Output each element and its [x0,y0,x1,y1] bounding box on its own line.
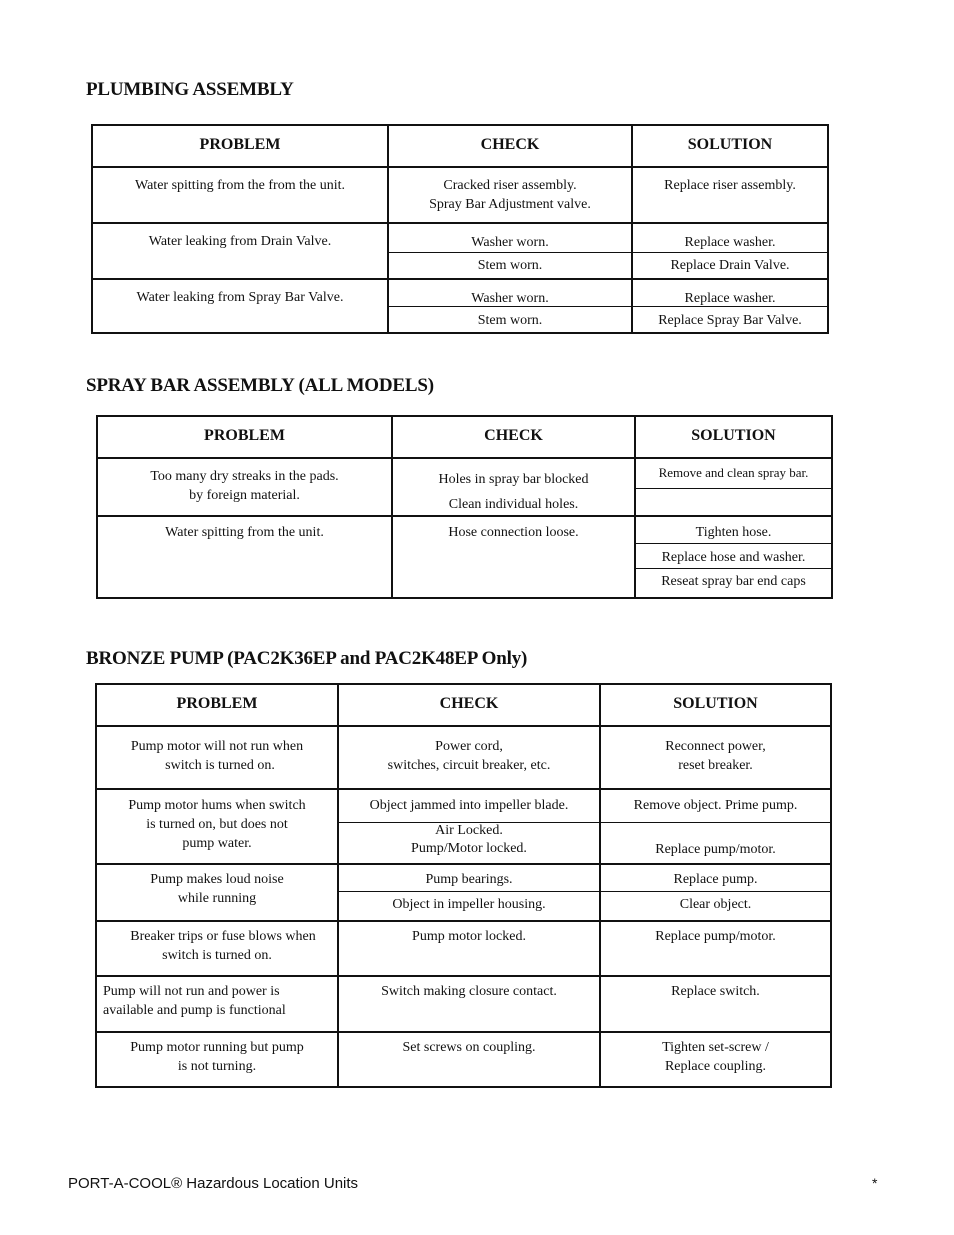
sub-divider [636,488,831,489]
problem-line: is not turning. [177,1059,257,1074]
table-row [93,222,827,278]
problem-line: available and pump is functional [103,1003,286,1018]
check-line: Power cord, [435,739,503,754]
problem-cell [97,927,343,965]
problem-cell: Water leaking from Spray Bar Valve. [136,290,344,305]
problem-line: Pump will not run and power is [103,984,280,999]
problem-cell [97,737,337,775]
table-row [97,725,830,788]
solution-cell: Reseat spray bar end caps [661,574,806,589]
footer-mark: * [872,1175,878,1191]
table-row [93,278,827,332]
check-cell: Washer worn. [471,235,549,250]
solution-cell: Replace washer. [684,291,776,306]
header-problem: PROBLEM [176,695,258,712]
problem-line: pump water. [182,836,252,851]
solution-cell: Replace Spray Bar Valve. [658,313,802,328]
solution-cell: Replace washer. [684,235,776,250]
table-row [97,863,830,920]
section-title-plumbing: PLUMBING ASSEMBLY [86,79,294,100]
check-cell: Stem worn. [477,313,543,328]
solution-cell: Remove object. Prime pump. [633,798,798,813]
problem-cell [97,870,337,908]
spray-bar-table [96,415,833,599]
check-line: Cracked riser assembly. [443,178,577,193]
check-cell [339,737,599,775]
problem-line: Pump makes loud noise [150,872,284,887]
check-cell: Object jammed into impeller blade. [369,798,569,813]
header-problem: PROBLEM [199,136,281,153]
check-cell: Pump motor locked. [412,929,526,944]
header-solution: SOLUTION [673,695,758,712]
check-cell: Object in impeller housing. [392,897,546,912]
sub-divider [389,306,827,307]
problem-line: switch is turned on. [162,948,272,963]
solution-line: reset breaker. [678,758,753,773]
sub-divider [636,568,831,569]
problem-line: is turned on, but does not [146,817,288,832]
problem-cell [103,982,343,1020]
solution-cell: Replace switch. [671,984,760,999]
problem-line: by foreign material. [189,488,300,503]
problem-cell: Water leaking from Drain Valve. [148,234,332,249]
solution-cell: Clear object. [679,897,752,912]
header-solution: SOLUTION [691,427,776,444]
bronze-pump-table [95,683,832,1088]
table-row [97,1031,830,1086]
check-line: Spray Bar Adjustment valve. [429,197,591,212]
header-check: CHECK [480,136,540,153]
table-row [98,515,831,597]
check-cell: Stem worn. [477,258,543,273]
footer-text: PORT-A-COOL® Hazardous Location Units [68,1175,359,1192]
problem-cell [97,1038,337,1076]
solution-line: Reconnect power, [665,739,766,754]
solution-cell: Replace pump. [673,872,758,887]
table-row [93,166,827,222]
header-problem: PROBLEM [204,427,285,444]
problem-line: while running [177,891,257,906]
solution-cell: Replace pump/motor. [655,842,776,857]
check-line: Air Locked. [435,823,503,838]
solution-cell [601,1038,830,1076]
problem-line: switch is turned on. [165,758,275,773]
section-title-bronze-pump: BRONZE PUMP (PAC2K36EP and PAC2K48EP Only) [86,648,528,669]
header-check: CHECK [484,427,543,444]
check-cell [393,467,634,517]
problem-line: Too many dry streaks in the pads. [150,469,339,484]
check-cell [389,176,631,214]
check-cell: Switch making closure contact. [381,984,557,999]
header-check: CHECK [439,695,499,712]
sub-divider [389,252,827,253]
plumbing-table [91,124,829,334]
solution-line: Tighten set-screw / [662,1040,769,1055]
problem-cell: Water spitting from the unit. [165,525,324,540]
check-line: Clean individual holes. [448,497,579,512]
solution-cell: Replace pump/motor. [655,929,776,944]
table-row [97,975,830,1031]
problem-cell [98,467,391,505]
header-solution: SOLUTION [687,136,773,153]
solution-cell: Replace Drain Valve. [670,258,790,273]
problem-line: Pump motor running but pump [130,1040,304,1055]
sub-divider [339,891,830,892]
table-row [98,457,831,515]
solution-line: Replace coupling. [664,1059,767,1074]
problem-line: Pump motor will not run when [130,739,304,754]
check-line: Pump/Motor locked. [411,841,527,856]
problem-cell [97,796,337,853]
sub-divider [636,543,831,544]
check-line: switches, circuit breaker, etc. [387,758,551,773]
solution-cell: Replace hose and washer. [661,550,806,565]
check-cell: Hose connection loose. [448,525,579,540]
check-line: Holes in spray bar blocked [438,472,589,487]
solution-cell: Tighten hose. [695,525,772,540]
solution-cell: Replace riser assembly. [664,178,796,193]
solution-cell: Remove and clean spray bar. [658,465,809,480]
solution-cell [601,737,830,775]
check-cell: Set screws on coupling. [402,1040,536,1055]
check-cell [339,822,599,858]
problem-line: Breaker trips or fuse blows when [130,929,316,944]
problem-line: Pump motor hums when switch [128,798,306,813]
table-row [97,920,830,975]
section-title-spray-bar: SPRAY BAR ASSEMBLY (ALL MODELS) [86,375,434,396]
check-cell: Pump bearings. [425,872,513,887]
problem-cell: Water spitting from the from the unit. [135,178,345,193]
check-cell: Washer worn. [471,291,549,306]
table-row [97,788,830,863]
